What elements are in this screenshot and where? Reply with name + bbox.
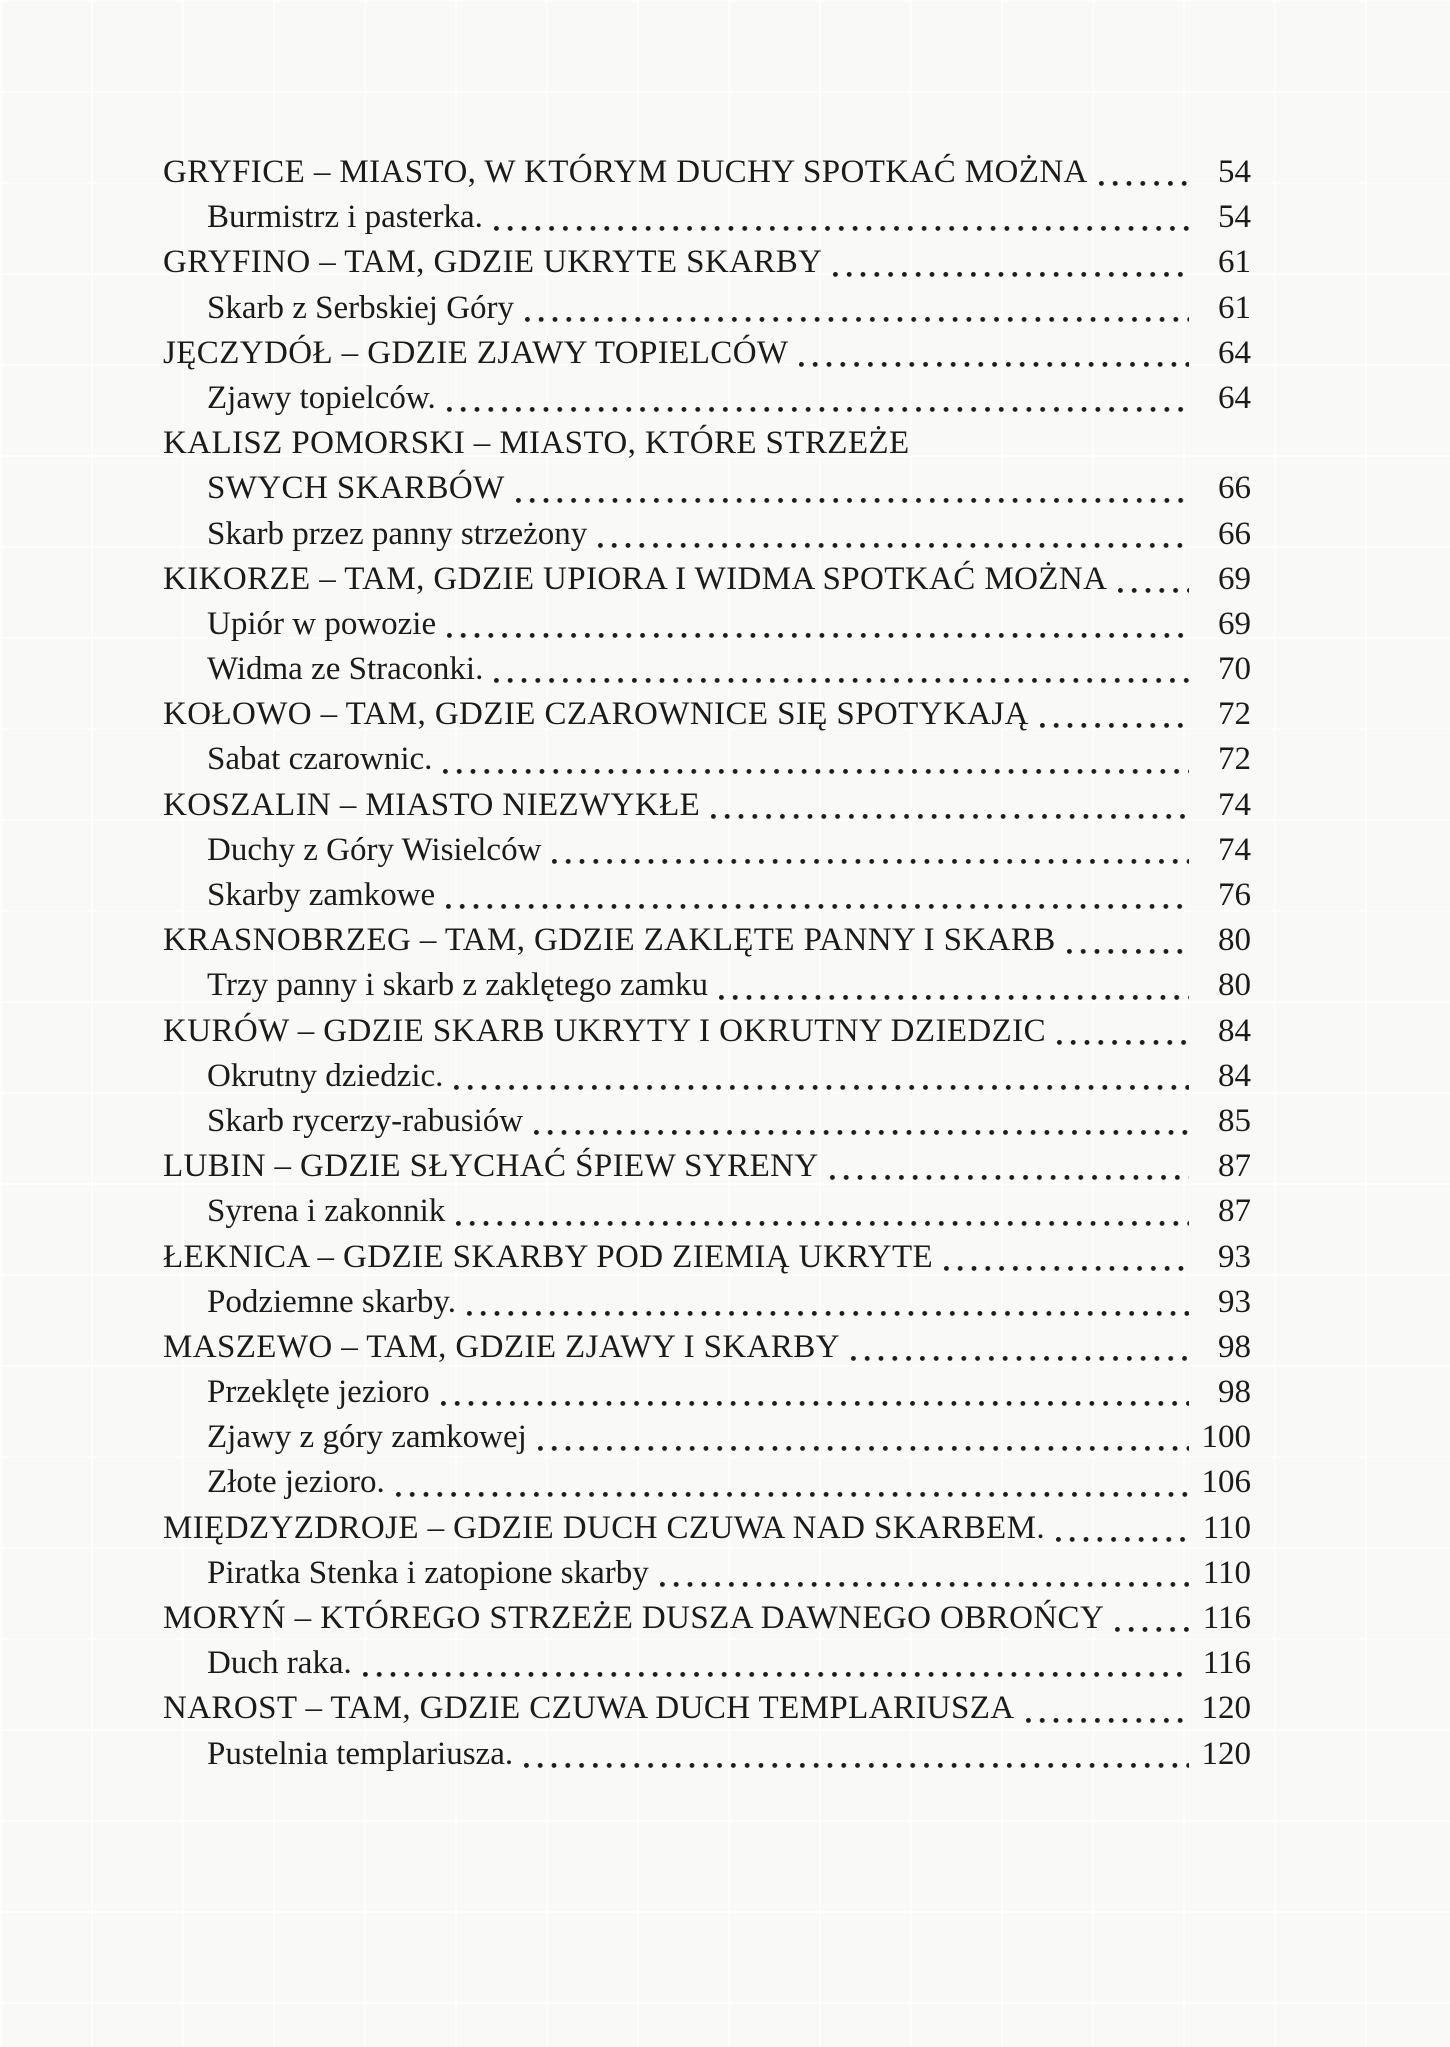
- entry-title: MASZEWO – TAM, GDZIE ZJAWY I SKARBY: [163, 1328, 840, 1365]
- entry-title: Syrena i zakonnik: [207, 1193, 446, 1230]
- dot-leader: [445, 602, 1189, 647]
- toc-chapter-row: [163, 331, 1251, 376]
- dot-leader: [831, 240, 1189, 285]
- entry-title: Przeklęte jezioro: [207, 1374, 430, 1411]
- dot-leader: [1097, 150, 1189, 195]
- toc-list: [163, 150, 1251, 1777]
- page-number: 64: [1218, 334, 1251, 371]
- entry-title: Zjawy z góry zamkowej: [207, 1419, 527, 1456]
- toc-chapter-row: [163, 557, 1251, 602]
- entry-title: Burmistrz i pasterka.: [207, 199, 483, 236]
- page-number: 106: [1201, 1464, 1251, 1501]
- page-number: 64: [1218, 379, 1251, 416]
- dot-leader: [797, 331, 1189, 376]
- dot-leader: [1024, 1686, 1189, 1731]
- dot-leader: [828, 1144, 1189, 1189]
- entry-title: KALISZ POMORSKI – MIASTO, KTÓRE STRZEŻE: [163, 425, 910, 462]
- dot-leader: [514, 466, 1189, 511]
- toc-subentry-row: [163, 286, 1251, 331]
- dot-leader: [492, 647, 1189, 692]
- dot-leader: [1065, 918, 1189, 963]
- toc-subentry-row: [163, 737, 1251, 782]
- page-number: 80: [1218, 922, 1251, 959]
- toc-subentry-row: [163, 963, 1251, 1008]
- toc-chapter-continuation-row: [163, 466, 1251, 511]
- entry-title: SWYCH SKARBÓW: [207, 470, 505, 507]
- toc-chapter-row: [163, 783, 1251, 828]
- entry-title: Piratka Stenka i zatopione skarby: [207, 1554, 649, 1591]
- page-number: 110: [1202, 1554, 1251, 1591]
- page-number: 120: [1201, 1735, 1251, 1772]
- entry-title: KOSZALIN – MIASTO NIEZWYKŁE: [163, 786, 701, 823]
- dot-leader: [717, 963, 1189, 1008]
- toc-chapter-row: [163, 1686, 1251, 1731]
- entry-title: Pustelnia templariusza.: [207, 1735, 514, 1772]
- toc-subentry-row: [163, 1732, 1251, 1777]
- entry-title: Trzy panny i skarb z zaklętego zamku: [207, 967, 708, 1004]
- toc-chapter-row: [163, 1009, 1251, 1054]
- toc-chapter-row: [163, 1144, 1251, 1189]
- dot-leader: [942, 1235, 1189, 1280]
- dot-leader: [532, 1099, 1189, 1144]
- dot-leader: [492, 195, 1189, 240]
- page-number: 66: [1218, 470, 1251, 507]
- entry-title: JĘCZYDÓŁ – GDZIE ZJAWY TOPIELCÓW: [163, 334, 789, 371]
- toc-subentry-row: [163, 512, 1251, 557]
- dot-leader: [658, 1551, 1189, 1596]
- dot-leader: [441, 737, 1189, 782]
- page-number: 98: [1218, 1374, 1251, 1411]
- page-number: 98: [1218, 1328, 1251, 1365]
- page-number: 85: [1218, 1102, 1251, 1139]
- entry-title: KIKORZE – TAM, GDZIE UPIORA I WIDMA SPOTKAĆ MOŻNA: [163, 560, 1108, 597]
- toc-subentry-row: [163, 1280, 1251, 1325]
- toc-subentry-row: [163, 1370, 1251, 1415]
- page-number: 74: [1218, 786, 1251, 823]
- page-number: 76: [1218, 877, 1251, 913]
- page-number: 72: [1218, 741, 1251, 778]
- toc-chapter-row: [163, 150, 1251, 195]
- dot-leader: [394, 1460, 1189, 1505]
- entry-title: GRYFINO – TAM, GDZIE UKRYTE SKARBY: [163, 244, 823, 281]
- page-number: 66: [1218, 515, 1251, 552]
- dot-leader: [445, 376, 1189, 421]
- page-number: 84: [1218, 1012, 1251, 1049]
- toc-subentry-row: [163, 195, 1251, 240]
- entry-title: MIĘDZYZDROJE – GDZIE DUCH CZUWA NAD SKARBEM.: [163, 1509, 1045, 1546]
- dot-leader: [523, 286, 1189, 331]
- page-number: 69: [1218, 560, 1251, 597]
- page-number: 70: [1218, 651, 1251, 688]
- toc-subentry-row: [163, 647, 1251, 692]
- toc-subentry-row: [163, 1551, 1251, 1596]
- toc-chapter-row: [163, 918, 1251, 963]
- dot-leader: [709, 783, 1189, 828]
- dot-leader: [1038, 692, 1189, 737]
- dot-leader: [536, 1415, 1189, 1460]
- page-number: 54: [1218, 154, 1251, 190]
- entry-title: Skarb rycerzy-rabusiów: [207, 1102, 524, 1139]
- toc-chapter-row: [163, 1235, 1251, 1280]
- dot-leader: [1054, 1506, 1189, 1551]
- dot-leader: [522, 1732, 1189, 1777]
- page-number: 120: [1201, 1690, 1251, 1727]
- dot-leader: [361, 1641, 1189, 1686]
- dot-leader: [452, 1054, 1189, 1099]
- dot-leader: [439, 1370, 1189, 1415]
- page-number: 116: [1202, 1645, 1251, 1682]
- entry-title: Okrutny dziedzic.: [207, 1057, 444, 1094]
- entry-title: Duch raka.: [207, 1645, 352, 1682]
- entry-title: KRASNOBRZEG – TAM, GDZIE ZAKLĘTE PANNY I SKARB: [163, 922, 1056, 959]
- page-number: 74: [1218, 831, 1251, 868]
- entry-title: Zjawy topielców.: [207, 379, 436, 416]
- dot-leader: [1055, 1009, 1189, 1054]
- page-number: 69: [1218, 605, 1251, 642]
- page-number: 80: [1218, 967, 1251, 1004]
- toc-subentry-row: [163, 1460, 1251, 1505]
- toc-subentry-row: [163, 1641, 1251, 1686]
- entry-title: Skarby zamkowe: [207, 877, 436, 913]
- toc-chapter-row: [163, 1325, 1251, 1370]
- toc-subentry-row: [163, 602, 1251, 647]
- entry-title: Skarb przez panny strzeżony: [207, 515, 588, 552]
- toc-subentry-row: [163, 1054, 1251, 1099]
- toc-subentry-row: [163, 1189, 1251, 1234]
- page-number: 84: [1218, 1057, 1251, 1094]
- toc-subentry-row: [163, 1099, 1251, 1144]
- page-number: 100: [1201, 1419, 1251, 1456]
- entry-title: Sabat czarownic.: [207, 741, 433, 778]
- page-number: 61: [1218, 289, 1251, 326]
- toc-subentry-row: [163, 873, 1251, 918]
- toc-chapter-row: [163, 240, 1251, 285]
- entry-title: NAROST – TAM, GDZIE CZUWA DUCH TEMPLARIUSZA: [163, 1690, 1015, 1727]
- page-number: 87: [1218, 1193, 1251, 1230]
- dot-leader: [1113, 1596, 1189, 1641]
- page-number: 61: [1218, 244, 1251, 281]
- toc-chapter-row: [163, 421, 1251, 466]
- entry-title: ŁEKNICA – GDZIE SKARBY POD ZIEMIĄ UKRYTE: [163, 1238, 934, 1275]
- toc-subentry-row: [163, 1415, 1251, 1460]
- entry-title: LUBIN – GDZIE SŁYCHAĆ ŚPIEW SYRENY: [163, 1148, 819, 1185]
- dot-leader: [596, 512, 1189, 557]
- entry-title: GRYFICE – MIASTO, W KTÓRYM DUCHY SPOTKAĆ MOŻNA: [163, 154, 1088, 190]
- page-number: 93: [1218, 1238, 1251, 1275]
- entry-title: Duchy z Góry Wisielców: [207, 831, 542, 868]
- toc-subentry-row: [163, 828, 1251, 873]
- dot-leader: [444, 873, 1189, 918]
- entry-title: Upiór w powozie: [207, 605, 437, 642]
- entry-title: KURÓW – GDZIE SKARB UKRYTY I OKRUTNY DZIEDZIC: [163, 1012, 1046, 1049]
- toc-chapter-row: [163, 1506, 1251, 1551]
- page-number: 54: [1218, 199, 1251, 236]
- page-number: 93: [1218, 1283, 1251, 1320]
- toc-chapter-row: [163, 1596, 1251, 1641]
- page-number: 116: [1202, 1600, 1251, 1636]
- entry-title: Podziemne skarby.: [207, 1283, 456, 1320]
- dot-leader: [1116, 557, 1189, 602]
- dot-leader: [454, 1189, 1189, 1234]
- page-number: 110: [1202, 1509, 1251, 1546]
- dot-leader: [465, 1280, 1189, 1325]
- entry-title: KOŁOWO – TAM, GDZIE CZAROWNICE SIĘ SPOTYKAJĄ: [163, 696, 1029, 733]
- entry-title: Złote jezioro.: [207, 1464, 385, 1501]
- entry-title: Widma ze Straconki.: [207, 651, 484, 688]
- toc-subentry-row: [163, 376, 1251, 421]
- page-number: 72: [1218, 696, 1251, 733]
- dot-leader: [550, 828, 1189, 873]
- dot-leader: [849, 1325, 1189, 1370]
- entry-title: MORYŃ – KTÓREGO STRZEŻE DUSZA DAWNEGO OBROŃCY: [163, 1600, 1105, 1636]
- page-number: 87: [1218, 1148, 1251, 1185]
- entry-title: Skarb z Serbskiej Góry: [207, 289, 515, 326]
- toc-chapter-row: [163, 692, 1251, 737]
